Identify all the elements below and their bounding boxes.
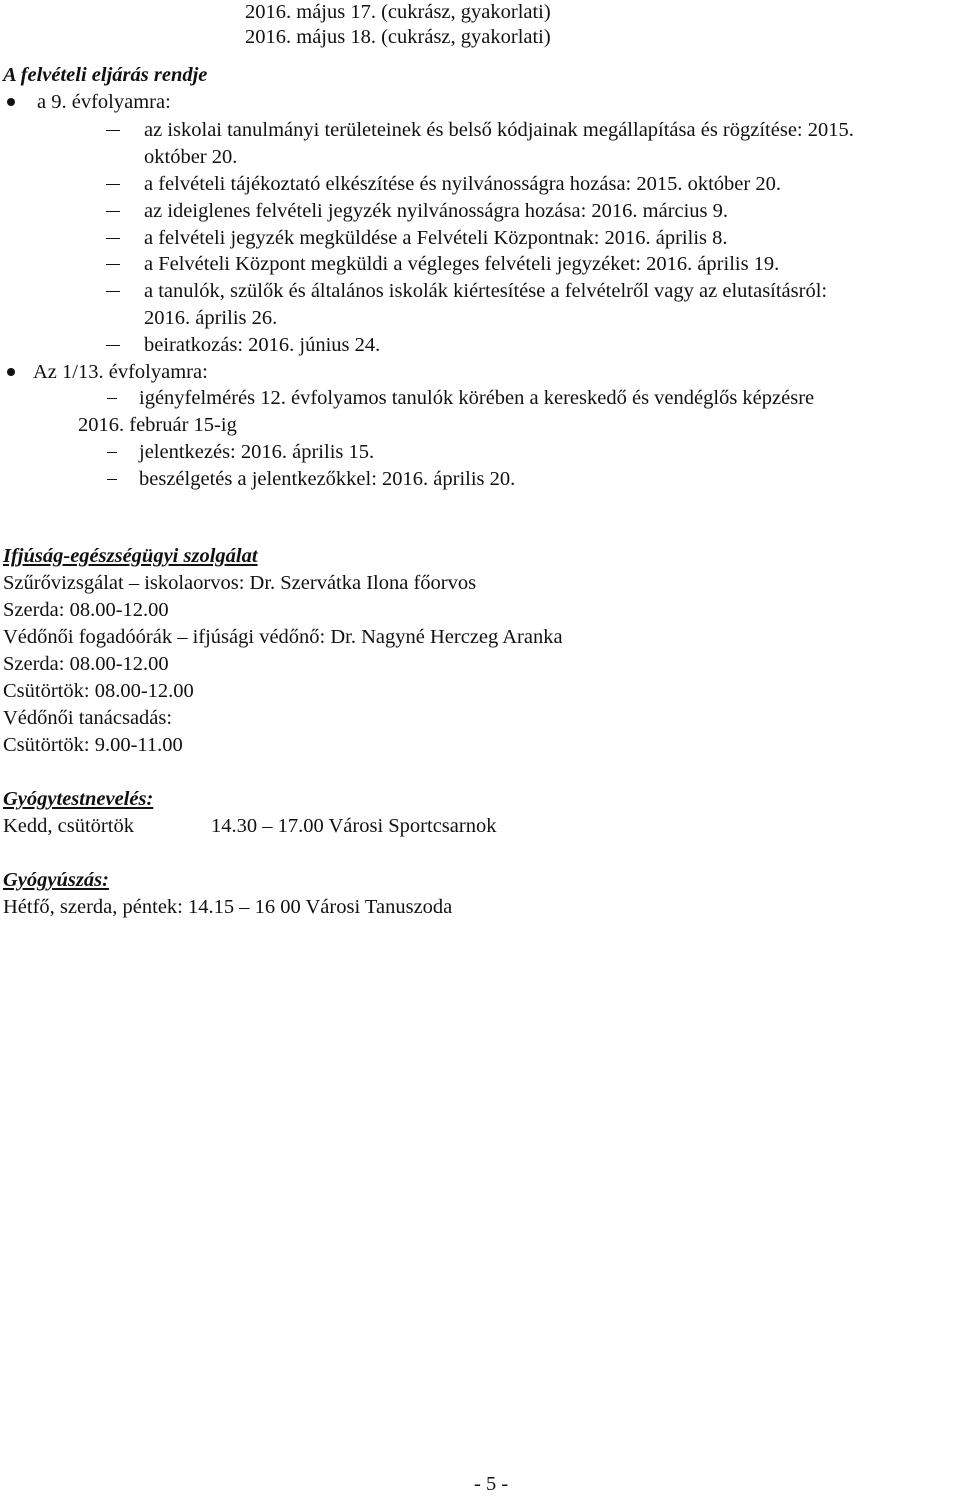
- schedule-line: 2016. május 17. (cukrász, gyakorlati): [245, 1, 551, 23]
- list-item: a Felvételi Központ megküldi a végleges felvételi jegyzéket: 2016. április 19.: [144, 253, 780, 275]
- info-line: Szerda: 08.00-12.00: [3, 599, 169, 621]
- dash-icon: [106, 264, 120, 265]
- dash-icon: [107, 398, 117, 399]
- list-item: a felvételi jegyzék megküldése a Felvételi Központnak: 2016. április 8.: [144, 227, 728, 249]
- list-item: az iskolai tanulmányi területeinek és belső kódjainak megállapítása és rögzítése: 2015.: [144, 119, 854, 141]
- info-line: Csütörtök: 08.00-12.00: [3, 680, 194, 702]
- list-item: beiratkozás: 2016. június 24.: [144, 334, 381, 356]
- list-label: a 9. évfolyamra:: [37, 91, 171, 113]
- dash-icon: [106, 130, 120, 131]
- list-item: az ideiglenes felvételi jegyzék nyilvánosságra hozása: 2016. március 9.: [144, 200, 729, 222]
- dash-icon: [107, 452, 117, 453]
- info-line: Szűrővizsgálat – iskolaorvos: Dr. Szervátka Ilona főorvos: [3, 572, 477, 594]
- list-item: 2016. április 26.: [144, 307, 278, 329]
- list-label: Az 1/13. évfolyamra:: [33, 361, 208, 383]
- list-item: a tanulók, szülők és általános iskolák kiértesítése a felvételről vagy az elutasításról:: [144, 280, 828, 302]
- list-item: 2016. február 15-ig: [78, 414, 237, 436]
- dash-icon: [106, 184, 120, 185]
- info-line: 14.30 – 17.00 Városi Sportcsarnok: [211, 815, 497, 837]
- info-line: Csütörtök: 9.00-11.00: [3, 734, 183, 756]
- section-heading: Gyógytestnevelés:: [3, 788, 154, 810]
- dash-icon: [106, 238, 120, 239]
- info-line: Szerda: 08.00-12.00: [3, 653, 169, 675]
- info-line: Védőnői fogadóórák – ifjúsági védőnő: Dr. Nagyné Herczeg Aranka: [3, 626, 563, 648]
- section-heading: Gyógyúszás:: [3, 869, 109, 891]
- page-number: - 5 -: [474, 1473, 509, 1495]
- list-item: a felvételi tájékoztató elkészítése és nyilvánosságra hozása: 2015. október 20.: [144, 173, 781, 195]
- bullet-icon: [7, 98, 15, 106]
- schedule-line: 2016. május 18. (cukrász, gyakorlati): [245, 26, 551, 48]
- info-line: Védőnői tanácsadás:: [3, 707, 173, 729]
- dash-icon: [106, 291, 120, 292]
- bullet-icon: [7, 368, 15, 376]
- section-heading: Ifjúság-egészségügyi szolgálat: [3, 545, 258, 567]
- dash-icon: [106, 211, 120, 212]
- list-item: október 20.: [144, 146, 238, 168]
- list-item: jelentkezés: 2016. április 15.: [139, 441, 375, 463]
- list-item: beszélgetés a jelentkezőkkel: 2016. április 20.: [139, 468, 516, 490]
- section-heading: A felvételi eljárás rendje: [3, 64, 208, 86]
- list-item: igényfelmérés 12. évfolyamos tanulók körében a kereskedő és vendéglős képzésre: [139, 387, 815, 409]
- info-line: Kedd, csütörtök: [3, 815, 134, 837]
- dash-icon: [107, 479, 117, 480]
- dash-icon: [106, 345, 120, 346]
- info-line: Hétfő, szerda, péntek: 14.15 – 16 00 Városi Tanuszoda: [3, 896, 453, 918]
